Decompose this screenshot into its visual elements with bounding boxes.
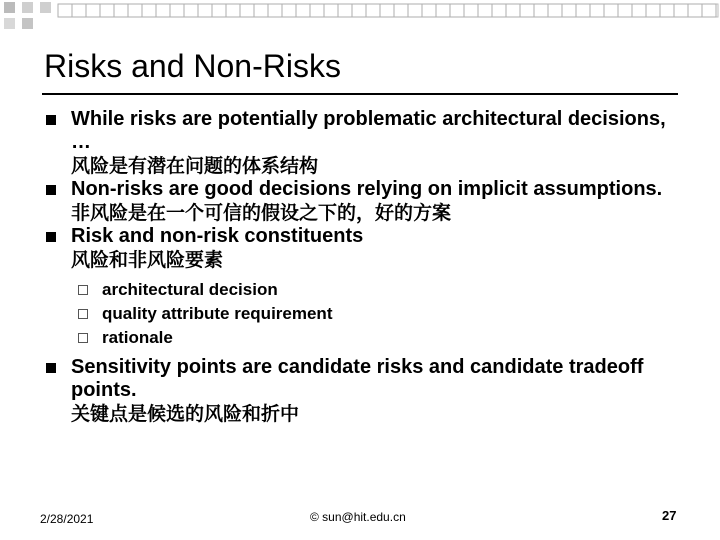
sub-bullet-item: [76, 326, 684, 350]
footer-date: 2/28/2021: [40, 512, 94, 526]
sub-bullet-item: [76, 302, 684, 326]
sub-bullet-text: rationale: [102, 328, 173, 347]
square-bullet-icon: [46, 115, 56, 125]
slide-title: Risks and Non-Risks: [44, 48, 341, 84]
bullet-text-zh: 非风险是在一个可信的假设之下的，好的方案: [71, 202, 452, 224]
bullet-text-zh: 风险和非风险要素: [71, 249, 224, 271]
square-bullet-icon: [46, 232, 56, 242]
sub-bullet-list: [76, 278, 684, 350]
sub-bullet-text: architectural decision: [102, 280, 278, 299]
hollow-square-bullet-icon: [78, 285, 88, 295]
bullet-item-non-risks: [44, 178, 684, 225]
square-bullet-icon: [46, 185, 56, 195]
bullet-text-en: Non-risks are good decisions relying on implicit assumptions.: [71, 178, 663, 200]
hollow-square-bullet-icon: [78, 309, 88, 319]
bullet-item-risks: [44, 108, 684, 178]
bullet-text-en: Risk and non-risk constituents: [71, 225, 364, 247]
bullet-text-en: Sensitivity points are candidate risks and candidate tradeoff points.: [71, 356, 644, 401]
bullet-item-sensitivity: [44, 356, 684, 426]
bullet-text-zh: 关键点是候选的风险和折中: [71, 403, 300, 425]
hollow-square-bullet-icon: [78, 333, 88, 343]
title-divider: [42, 93, 678, 95]
footer-email: © sun@hit.edu.cn: [310, 510, 406, 524]
page-number: 27: [662, 508, 677, 523]
bullet-text-zh: 风险是有潜在问题的体系结构: [71, 155, 319, 177]
sub-bullet-item: [76, 278, 684, 302]
corner-square-decoration: [0, 0, 720, 40]
bullet-text-en: While risks are potentially problematic architectural decisions, …: [71, 108, 666, 153]
bullet-item-constituents: [44, 225, 684, 272]
bullet-list: [44, 108, 684, 426]
sub-bullet-text: quality attribute requirement: [102, 304, 333, 323]
square-bullet-icon: [46, 363, 56, 373]
